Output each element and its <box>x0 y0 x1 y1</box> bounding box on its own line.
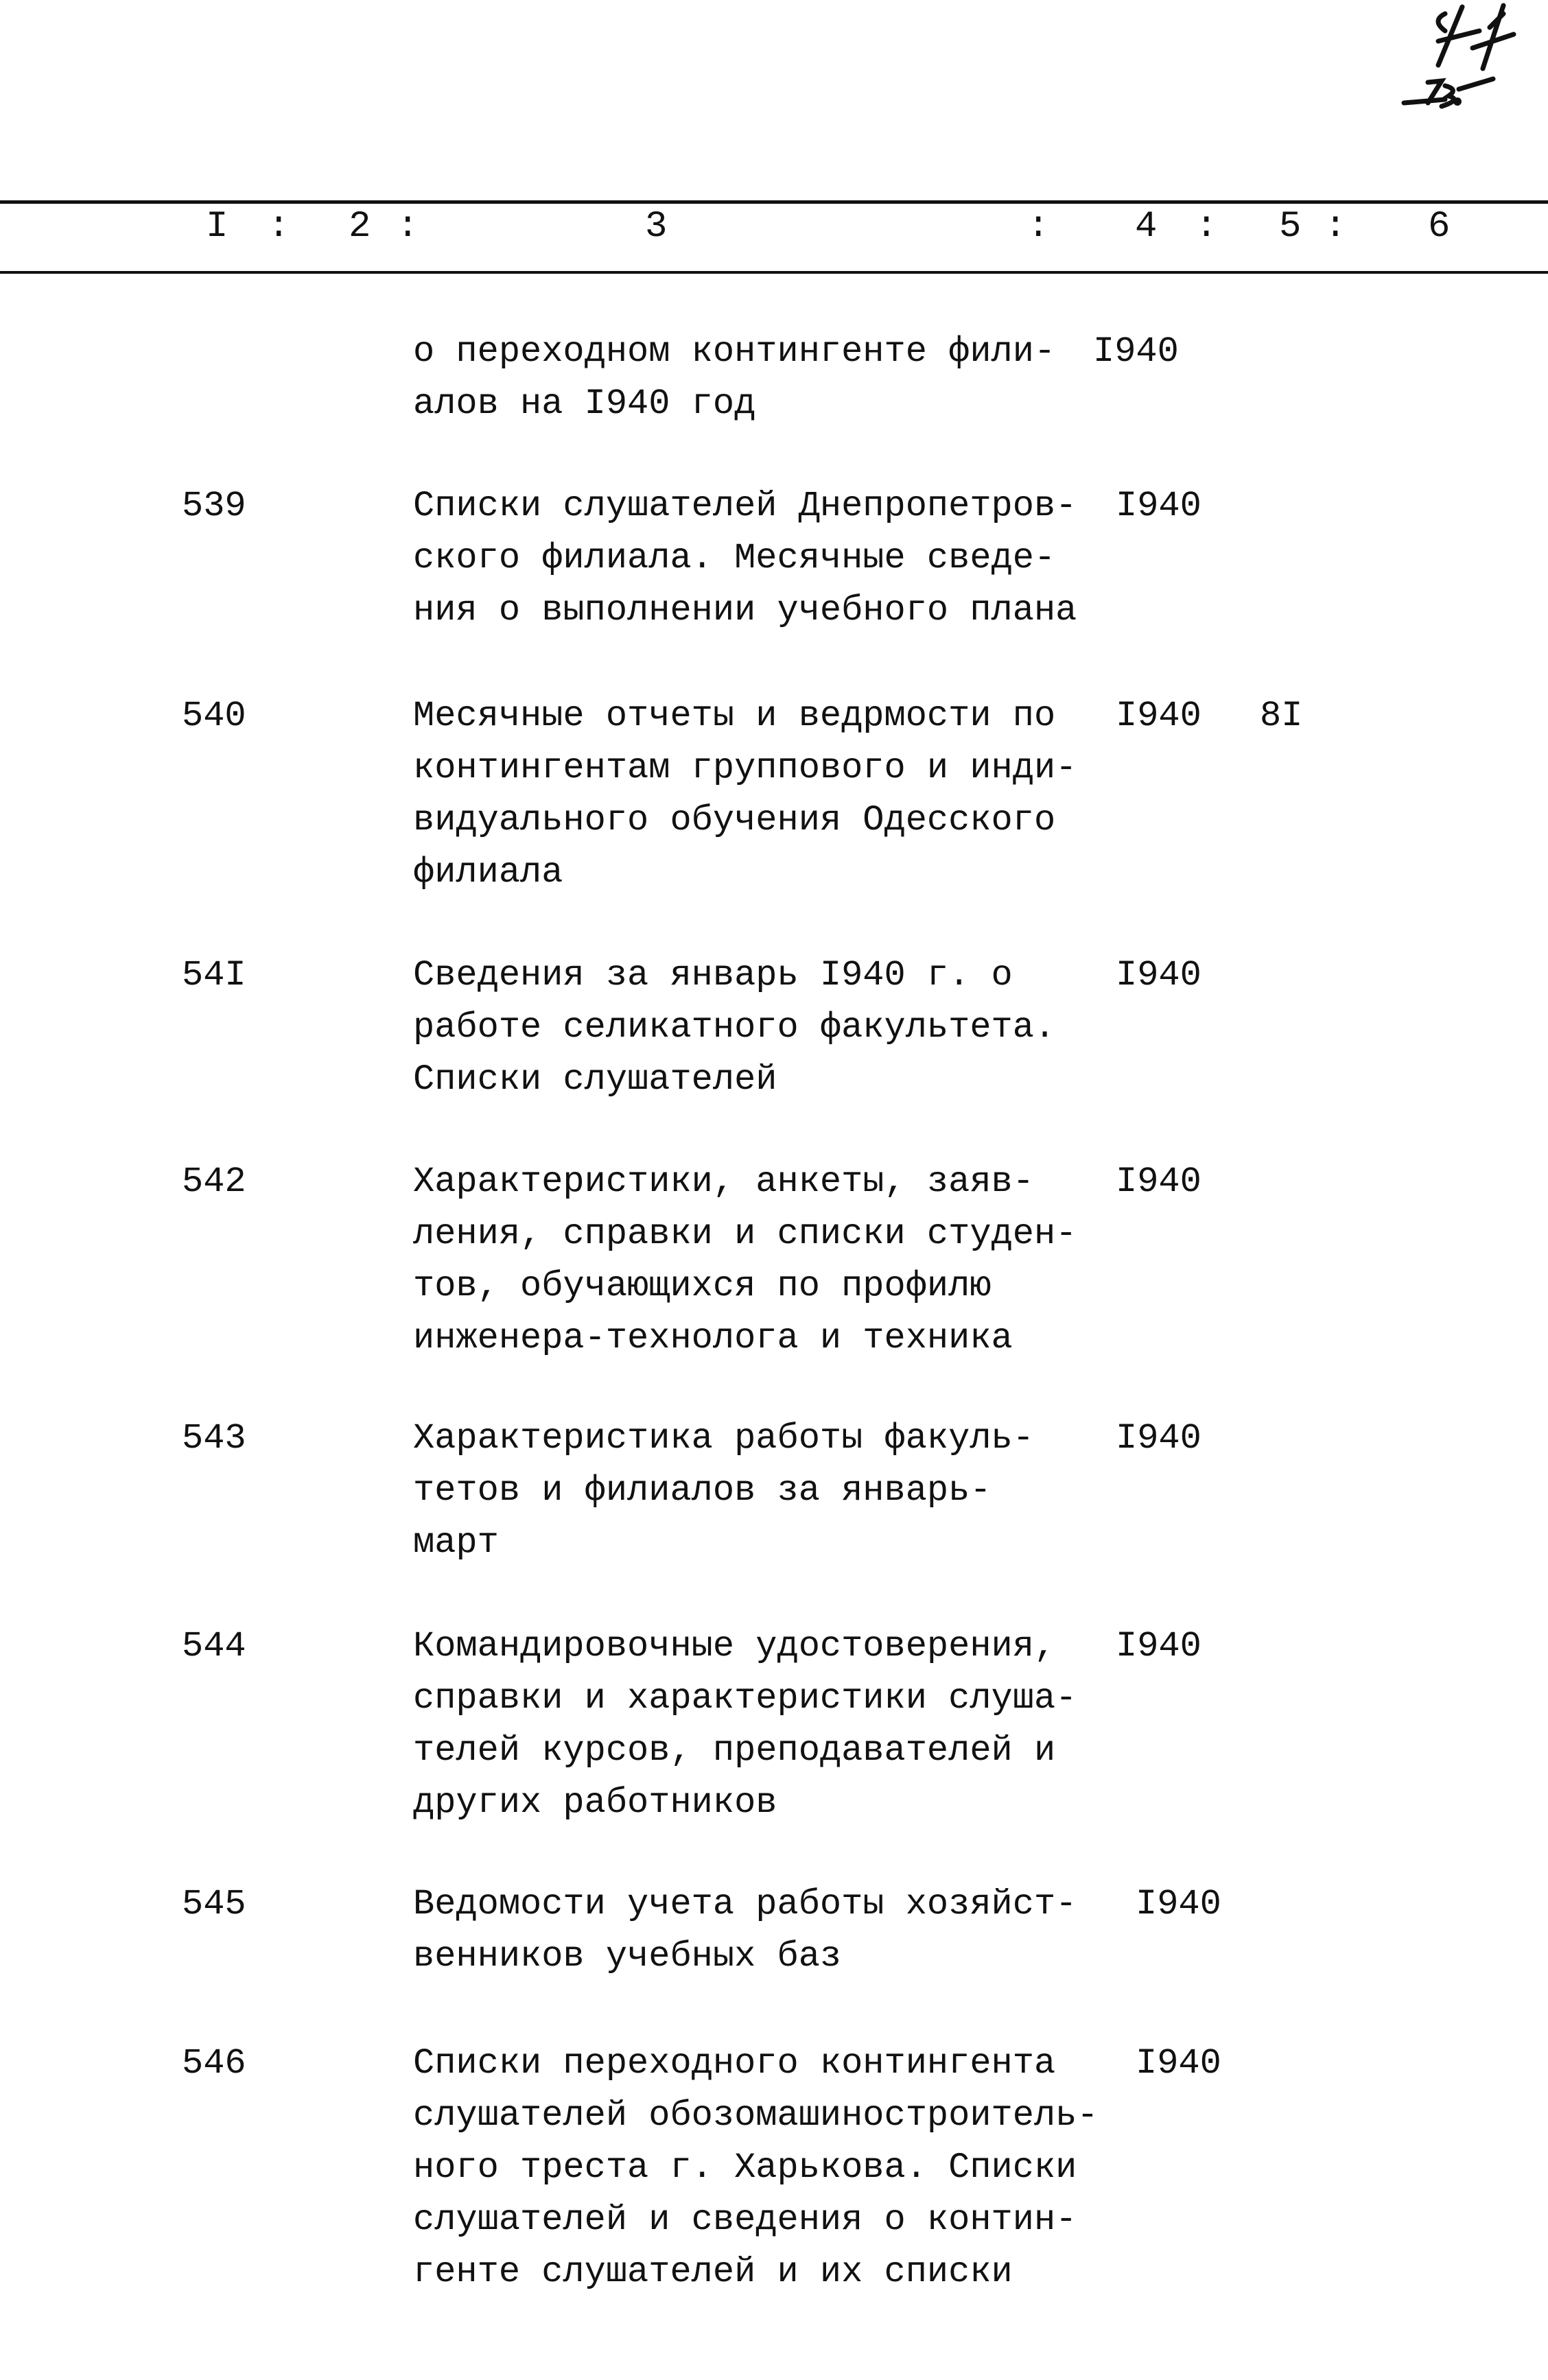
description-line: филиала <box>413 852 563 893</box>
header-bottom-rule <box>0 271 1548 274</box>
entry-number: 544 <box>182 1626 246 1666</box>
entry-year: I940 <box>1116 1162 1201 1202</box>
entry-description <box>413 690 1077 899</box>
description-line: тов, обучающихся по профилю <box>413 1266 992 1306</box>
entry-number: 539 <box>182 486 246 526</box>
entry-year: I940 <box>1093 331 1179 372</box>
entry-number: 540 <box>182 696 246 736</box>
description-line: тетов и филиалов за январь- <box>413 1470 992 1511</box>
entry-description <box>413 1413 1034 1569</box>
entry-description <box>413 1621 1077 1829</box>
column-separator: : <box>397 206 419 248</box>
entry-description <box>413 1878 1077 1983</box>
column-header-6: 6 <box>1428 206 1451 248</box>
column-separator: : <box>1195 206 1218 248</box>
entry-number: 546 <box>182 2043 246 2084</box>
entry-year: I940 <box>1116 1626 1201 1666</box>
description-line: других работников <box>413 1782 777 1823</box>
description-line: ского филиала. Месячные сведе- <box>413 538 1056 578</box>
description-line: Списки слушателей Днепропетров- <box>413 486 1077 526</box>
entry-year: I940 <box>1116 486 1201 526</box>
column-separator: : <box>268 206 290 248</box>
entry-year: I940 <box>1116 955 1201 995</box>
entry-number: 54I <box>182 955 246 995</box>
entry-year: I940 <box>1136 2043 1221 2084</box>
entry-number: 542 <box>182 1162 246 1202</box>
description-line: инженера-технолога и техника <box>413 1318 1013 1358</box>
column-header-5: 5 <box>1279 206 1302 248</box>
description-line: март <box>413 1522 499 1563</box>
entry-year: I940 <box>1136 1884 1221 1924</box>
description-line: о переходном контингенте фили- <box>413 331 1056 372</box>
description-line: Ведомости учета работы хозяйст- <box>413 1884 1077 1924</box>
description-line: ного треста г. Харькова. Списки <box>413 2147 1077 2188</box>
description-line: Характеристики, анкеты, заяв- <box>413 1162 1034 1202</box>
entry-number: 543 <box>182 1418 246 1459</box>
description-line: справки и характеристики слуша- <box>413 1678 1077 1719</box>
entry-description <box>413 950 1055 1106</box>
description-line: Командировочные удостоверения, <box>413 1626 1056 1666</box>
description-line: Сведения за январь I940 г. о <box>413 955 1013 995</box>
folio-number-handwritten <box>1342 0 1548 123</box>
entry-description <box>413 1156 1077 1365</box>
description-line: видуального обучения Одесского <box>413 800 1056 840</box>
description-line: алов на I940 год <box>413 384 756 424</box>
entry-number: 545 <box>182 1884 246 1924</box>
description-line: ния о выполнении учебного плана <box>413 590 1077 631</box>
description-line: Списки слушателей <box>413 1059 777 1100</box>
entry-sheet-count: 8I <box>1260 696 1303 736</box>
entry-description <box>413 480 1077 637</box>
entry-year: I940 <box>1116 696 1201 736</box>
entry-description <box>413 2038 1099 2298</box>
description-line: Месячные отчеты и ведрмости по <box>413 696 1056 736</box>
column-header-1: I <box>206 206 228 248</box>
header-top-rule <box>0 200 1548 204</box>
description-line: работе селикатного факультета. <box>413 1007 1056 1048</box>
column-header-3: 3 <box>645 206 668 248</box>
entry-year: I940 <box>1116 1418 1201 1459</box>
description-line: венников учебных баз <box>413 1936 842 1977</box>
column-header-4: 4 <box>1135 206 1158 248</box>
column-separator: : <box>1324 206 1347 248</box>
column-separator: : <box>1027 206 1050 248</box>
description-line: контингентам группового и инди- <box>413 748 1077 788</box>
description-line: Характеристика работы факуль- <box>413 1418 1034 1459</box>
column-header-2: 2 <box>349 206 371 248</box>
description-line: ления, справки и списки студен- <box>413 1214 1077 1254</box>
description-line: телей курсов, преподавателей и <box>413 1730 1056 1771</box>
description-line: Списки переходного контингента <box>413 2043 1056 2084</box>
description-line: генте слушателей и их списки <box>413 2252 1013 2292</box>
description-line: слушателей обозомашиностроитель- <box>413 2095 1099 2136</box>
entry-description <box>413 326 1055 430</box>
description-line: слушателей и сведения о контин- <box>413 2200 1077 2240</box>
